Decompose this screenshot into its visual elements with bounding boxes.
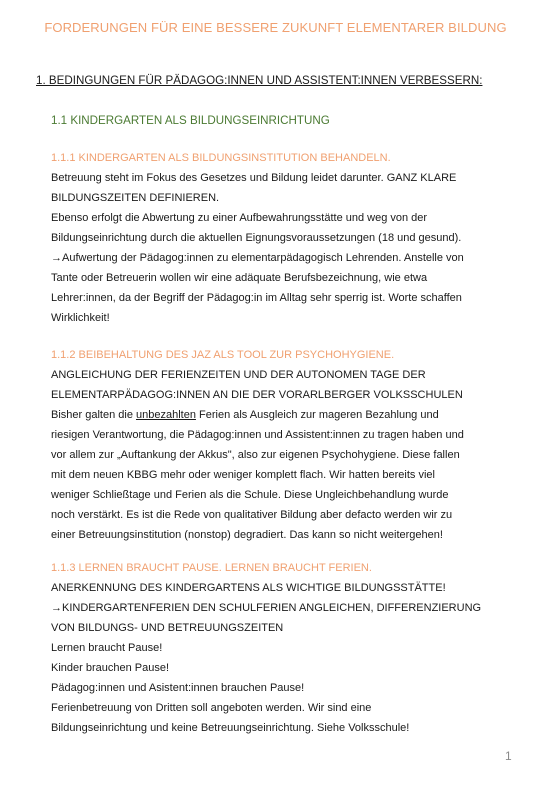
- text-run: Bisher galten die: [51, 409, 136, 421]
- paragraph-line: einer Betreuungsinstitution (nonstop) degradiert. Das kann so nicht weitergehen!: [51, 529, 443, 541]
- text-run: Ferien als Ausgleich zur mageren Bezahlung und: [195, 409, 439, 421]
- paragraph-line: →Aufwertung der Pädagog:innen zu elementarpädagogisch Lehrenden. Anstelle von: [51, 252, 464, 264]
- paragraph-line: Ebenso erfolgt die Abwertung zu einer Aufbewahrungsstätte und weg von der: [51, 212, 428, 224]
- paragraph-line: →KINDERGARTENFERIEN DEN SCHULFERIEN ANGLEICHEN, DIFFERENZIERUNG: [51, 602, 482, 614]
- section-1-heading: 1. BEDINGUNGEN FÜR PÄDAGOG:INNEN UND ASSISTENT:INNEN VERBESSERN:: [36, 74, 483, 87]
- paragraph-line: ELEMENTARPÄDAGOG:INNEN AN DIE DER VORARLBERGER VOLKSSCHULEN: [51, 389, 463, 401]
- section-1-1-1-heading: 1.1.1 KINDERGARTEN ALS BILDUNGSINSTITUTION BEHANDELN.: [51, 152, 391, 164]
- section-1-1-2-heading: 1.1.2 BEIBEHALTUNG DES JAZ ALS TOOL ZUR PSYCHOHYGIENE.: [51, 349, 395, 361]
- paragraph-line: Tante oder Betreuerin wollen wir eine adäquate Berufsbezeichnung, wie etwa: [51, 272, 428, 284]
- section-1-1-heading: 1.1 KINDERGARTEN ALS BILDUNGSEINRICHTUNG: [51, 114, 330, 127]
- paragraph-line: noch verstärkt. Es ist die Rede von qualitativer Bildung aber defacto werden wir zu: [51, 509, 453, 521]
- section-1-1-2: [51, 345, 521, 545]
- paragraph-line: vor allem zur „Auftankung der Akkus", also zur eigenen Psychohygiene. Diese fallen: [51, 449, 460, 461]
- paragraph-line: riesigen Verantwortung, die Pädagog:innen und Assistent:innen zu tragen haben und: [51, 429, 464, 441]
- document-title: FORDERUNGEN FÜR EINE BESSERE ZUKUNFT ELEMENTARER BILDUNG: [44, 20, 507, 35]
- paragraph-line: mit dem neuen KBBG mehr oder weniger komplett flach. Wir hatten bereits viel: [51, 469, 435, 481]
- underlined-word: unbezahlten: [136, 409, 196, 421]
- paragraph-line: Lernen braucht Pause!: [51, 642, 163, 654]
- section-1-1-3-heading: 1.1.3 LERNEN BRAUCHT PAUSE. LERNEN BRAUCHT FERIEN.: [51, 562, 372, 574]
- paragraph-line: weniger Schließtage und Ferien als die Schule. Diese Ungleichbehandlung wurde: [51, 489, 449, 501]
- paragraph-line: Bildungseinrichtung und keine Betreuungseinrichtung. Siehe Volksschule!: [51, 722, 410, 734]
- paragraph-line: BILDUNGSZEITEN DEFINIEREN.: [51, 192, 220, 204]
- paragraph-line: Pädagog:innen und Asistent:innen brauchen Pause!: [51, 682, 305, 694]
- paragraph-line: Kinder brauchen Pause!: [51, 662, 170, 674]
- paragraph-line: Lehrer:innen, da der Begriff der Pädagog:in im Alltag sehr sperrig ist. Worte schaffen: [51, 292, 462, 304]
- paragraph-line: Wirklichkeit!: [51, 312, 110, 324]
- page-number: 1: [505, 749, 512, 763]
- paragraph-line: VON BILDUNGS- UND BETREUUNGSZEITEN: [51, 622, 284, 634]
- paragraph-line: Bildungseinrichtung durch die aktuellen Eignungsvoraussetzungen (18 und gesund).: [51, 232, 462, 244]
- section-1-1-3: [51, 558, 521, 738]
- paragraph-line: Ferienbetreuung von Dritten soll angeboten werden. Wir sind eine: [51, 702, 372, 714]
- paragraph-line: ANERKENNUNG DES KINDERGARTENS ALS WICHTIGE BILDUNGSSTÄTTE!: [51, 582, 446, 594]
- paragraph-line: Betreuung steht im Fokus des Gesetzes und Bildung leidet darunter. GANZ KLARE: [51, 172, 457, 184]
- paragraph-line: [51, 405, 521, 425]
- section-1-1-1: [51, 148, 521, 328]
- paragraph-line: ANGLEICHUNG DER FERIENZEITEN UND DER AUTONOMEN TAGE DER: [51, 369, 426, 381]
